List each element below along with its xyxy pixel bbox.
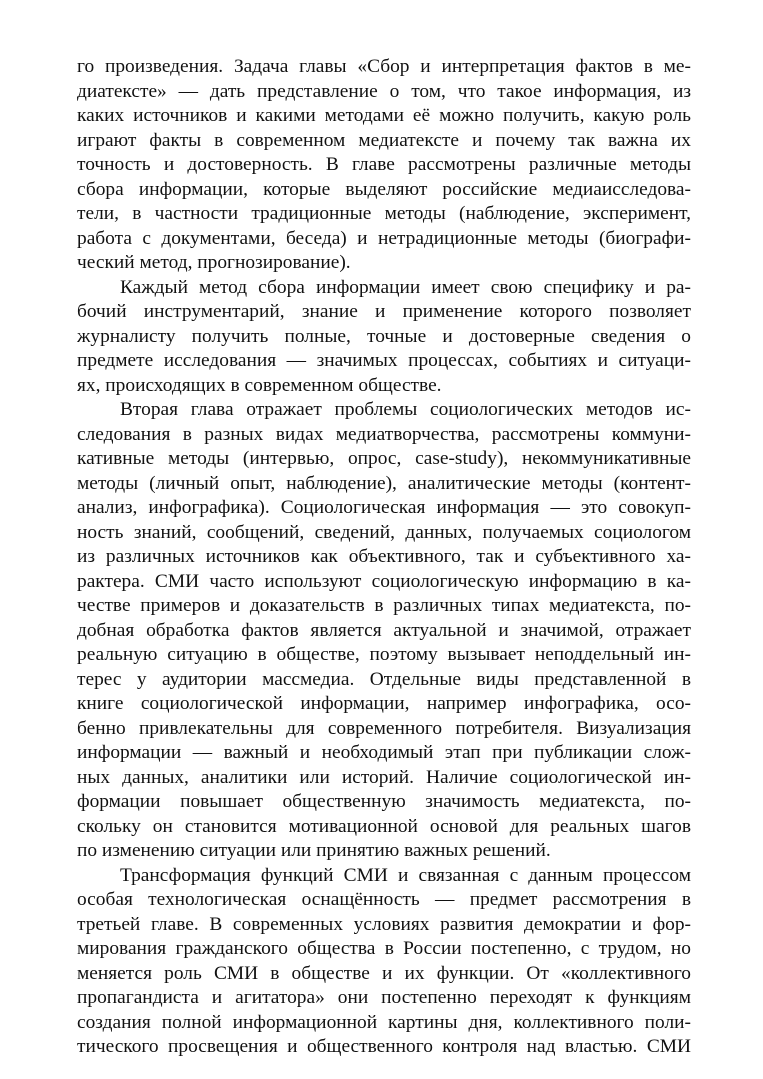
paragraph-last-line: ях, происходящих в современном обществе. <box>77 375 442 396</box>
text-line: сбора информации, которые выделяют российские медиаисследова- <box>77 179 691 200</box>
text-line: каких источников и какими методами её можно получить, какую роль <box>77 105 691 126</box>
text-line: формации повышает общественную значимость медиатекста, по- <box>77 791 691 812</box>
text-line: меняется роль СМИ в обществе и их функции. От «коллективного <box>77 963 691 984</box>
text-line: го произведения. Задача главы «Сбор и интерпретация фактов в ме- <box>77 56 691 77</box>
text-line: честве примеров и доказательств в различных типах медиатекста, по- <box>77 595 691 616</box>
paragraph-first-line: Каждый метод сбора информации имеет свою специфику и ра- <box>120 277 691 298</box>
paragraph-first-line: Трансформация функций СМИ и связанная с данным процессом <box>120 865 691 886</box>
text-line: журналисту получить полные, точные и достоверные сведения о <box>77 326 691 347</box>
text-line: бочий инструментарий, знание и применение которого позволяет <box>77 301 691 322</box>
text-line: кативные методы (интервью, опрос, case-study), некоммуникативные <box>77 448 691 469</box>
text-line: бенно привлекательны для современного потребителя. Визуализация <box>77 718 691 739</box>
text-line: реальную ситуацию в обществе, поэтому вызывает неподдельный ин- <box>77 644 691 665</box>
text-line: методы (личный опыт, наблюдение), аналитические методы (контент- <box>77 473 691 494</box>
text-line: добная обработка фактов является актуальной и значимой, отражает <box>77 620 691 641</box>
text-line: особая технологическая оснащённость — предмет рассмотрения в <box>77 889 691 910</box>
text-line: скольку он становится мотивационной основой для реальных шагов <box>77 816 691 837</box>
paragraph-first-line: Вторая глава отражает проблемы социологических методов ис- <box>120 399 691 420</box>
text-line: из различных источников как объективного, так и субъективного ха- <box>77 546 691 567</box>
text-line: информации — важный и необходимый этап при публикации слож- <box>77 742 691 763</box>
text-line: анализ, инфографика). Социологическая информация — это совокуп- <box>77 497 691 518</box>
text-line: работа с документами, беседа) и нетрадиционные методы (биографи- <box>77 228 691 249</box>
text-line: точность и достоверность. В главе рассмотрены различные методы <box>77 154 691 175</box>
text-line: книге социологической информации, например инфографика, осо- <box>77 693 691 714</box>
text-line: играют факты в современном медиатексте и почему так важна их <box>77 130 691 151</box>
text-line: диатексте» — дать представление о том, что такое информация, из <box>77 81 691 102</box>
text-line: тели, в частности традиционные методы (наблюдение, эксперимент, <box>77 203 691 224</box>
text-line: ных данных, аналитики или историй. Наличие социологической ин- <box>77 767 691 788</box>
text-line: следования в разных видах медиатворчества, рассмотрены коммуни- <box>77 424 691 445</box>
paragraph-last-line: ческий метод, прогнозирование). <box>77 252 351 273</box>
text-line: создания полной информационной картины дня, коллективного поли- <box>77 1012 691 1033</box>
text-line: ность знаний, сообщений, сведений, данных, получаемых социологом <box>77 522 691 543</box>
text-line: третьей главе. В современных условиях развития демократии и фор- <box>77 914 691 935</box>
text-line: пропагандиста и агитатора» они постепенно переходят к функциям <box>77 987 691 1008</box>
text-line: предмете исследования — значимых процессах, событиях и ситуаци- <box>77 350 691 371</box>
text-line: рактера. СМИ часто используют социологическую информацию в ка- <box>77 571 691 592</box>
paragraph-last-line: по изменению ситуации или принятию важных решений. <box>77 840 551 861</box>
text-line: мирования гражданского общества в России постепенно, с трудом, но <box>77 938 691 959</box>
text-line: тического просвещения и общественного контроля над властью. СМИ <box>77 1036 691 1057</box>
text-line: терес у аудитории массмедиа. Отдельные виды представленной в <box>77 669 691 690</box>
